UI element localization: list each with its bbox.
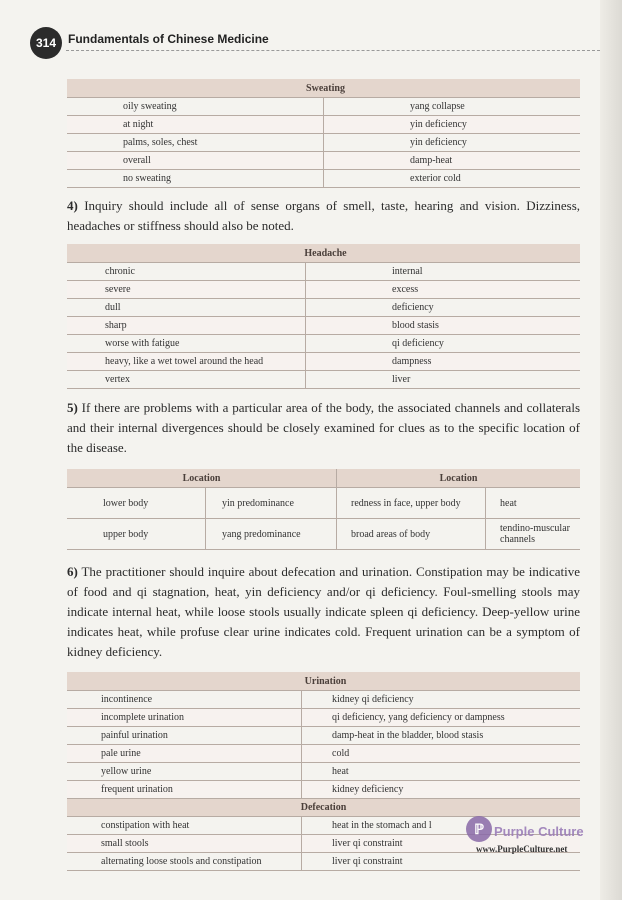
headache-table	[67, 244, 580, 389]
table-row: incomplete urination qi deficiency, yang deficiency or dampness	[67, 709, 580, 727]
table-row: chronic internal	[67, 263, 580, 281]
paragraph-4: 4) Inquiry should include all of sense organs of smell, taste, hearing and vision. Dizziness, headaches or stiffness should also be noted.	[67, 198, 581, 233]
page-edge	[600, 0, 622, 900]
table-row: dull deficiency	[67, 299, 580, 317]
purple-culture-logo-icon: ℙ	[466, 816, 492, 842]
paragraph-6: 6) The practitioner should inquire about defecation and urination. Constipation may be indicative of food and qi stagnation, heat, yin deficiency and/or qi deficiency. Foul-smelling stools may indicate internal heat, while loose stools usually indicate spleen qi deficiency. Deep-yellow urine indicates heat, while profuse clear urine indicates cold. Frequent urination can be a symptom of kidney deficiency.	[67, 564, 580, 659]
sweating-table-title: Sweating	[67, 79, 580, 98]
location-table	[67, 469, 580, 550]
table-row: at night yin deficiency	[67, 116, 580, 134]
paragraph-5: 5) If there are problems with a particular area of the body, the associated channels and collaterals and their internal divergences should be closely examined for clues as to the specific location of the disease.	[67, 400, 580, 455]
header-divider	[66, 50, 600, 51]
table-row: small stools liver qi constraint	[67, 835, 580, 853]
page-number: 314	[30, 27, 62, 59]
running-header: Fundamentals of Chinese Medicine	[68, 32, 269, 46]
table-row: overall damp-heat	[67, 152, 580, 170]
table-row: heavy, like a wet towel around the head dampness	[67, 353, 580, 371]
table-row: alternating loose stools and constipation liver qi constraint	[67, 853, 580, 871]
table-row: frequent urination kidney deficiency	[67, 781, 580, 799]
table-row: sharp blood stasis	[67, 317, 580, 335]
table-row: no sweating exterior cold	[67, 170, 580, 188]
location-title-right: Location	[337, 469, 581, 488]
table-row: pale urine cold	[67, 745, 580, 763]
headache-table-title: Headache	[67, 244, 580, 263]
watermark-url: www.PurpleCulture.net	[476, 844, 568, 854]
table-row: worse with fatigue qi deficiency	[67, 335, 580, 353]
table-row: lower body yin predominance redness in face, upper body heat	[67, 488, 580, 519]
table-row: severe excess	[67, 281, 580, 299]
table-row: palms, soles, chest yin deficiency	[67, 134, 580, 152]
table-row: yellow urine heat	[67, 763, 580, 781]
table-row: vertex liver	[67, 371, 580, 389]
table-row: constipation with heat heat in the stomach and l	[67, 817, 580, 835]
table-row: painful urination damp-heat in the bladder, blood stasis	[67, 727, 580, 745]
table-row: oily sweating yang collapse	[67, 98, 580, 116]
location-title-left: Location	[67, 469, 337, 488]
table-row: upper body yang predominance broad areas of body tendino-muscular channels	[67, 519, 580, 550]
watermark	[466, 814, 606, 864]
sweating-table	[67, 79, 580, 188]
urination-table-title: Urination	[67, 672, 580, 691]
watermark-name: Purple Culture	[494, 824, 584, 839]
defecation-table-title: Defecation	[67, 799, 580, 817]
table-row: incontinence kidney qi deficiency	[67, 691, 580, 709]
